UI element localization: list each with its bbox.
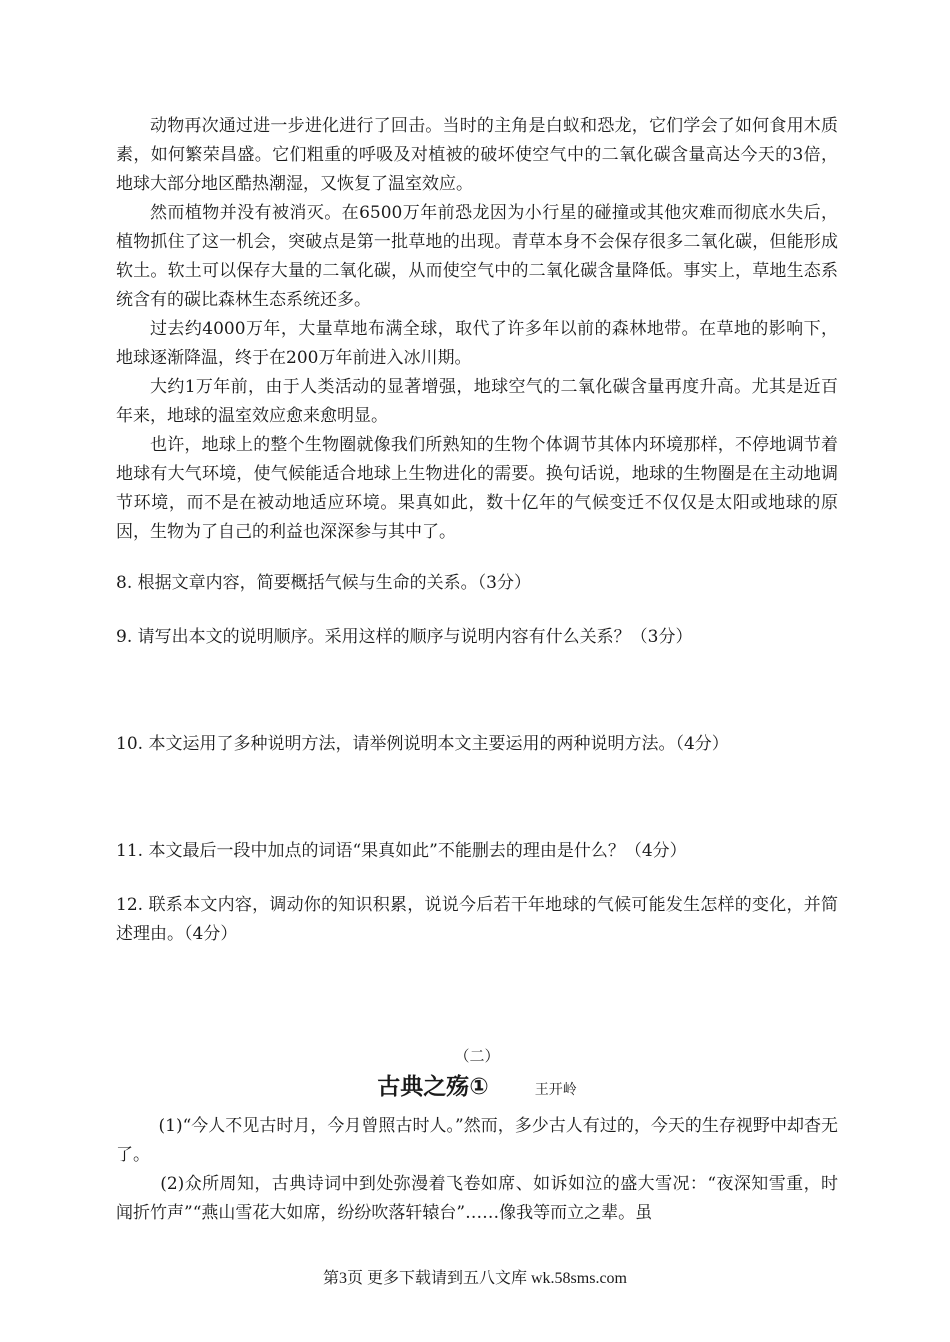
- article-heading: [116, 1069, 838, 1108]
- question-10: 10. 本文运用了多种说明方法，请举例说明本文主要运用的两种说明方法。（4分）: [116, 734, 729, 754]
- question-9: 9. 请写出本文的说明顺序。采用这样的顺序与说明内容有什么关系？（3分）: [116, 627, 693, 647]
- question-8: 8. 根据文章内容，简要概括气候与生命的关系。（3分）: [116, 573, 531, 593]
- article-1: [116, 112, 838, 547]
- article1-paragraph-3: 过去约4000万年，大量草地布满全球，取代了许多年以前的森林地带。在草地的影响下，地球逐渐降温，终于在200万年前进入冰川期。: [116, 319, 838, 368]
- question-11: 11. 本文最后一段中加点的词语“果真如此”不能删去的理由是什么？（4分）: [116, 841, 687, 861]
- article1-paragraph-5: 也许，地球上的整个生物圈就像我们所熟知的生物个体调节其体内环境那样，不停地调节着地球有大气环境，使气候能适合地球上生物进化的需要。换句话说，地球的生物圈是在主动地调节环境，而不是在被动地适应环境。果真如此，数十亿年的气候变迁不仅仅是太阳或地球的原因，生物为了自己的利益也深深参与其中了。: [116, 435, 838, 542]
- section-number: （二）: [454, 1047, 500, 1065]
- article-author: 王开岭: [534, 1082, 577, 1098]
- page-content: [116, 112, 838, 1228]
- article1-paragraph-4: 大约1万年前，由于人类活动的显著增强，地球空气的二氧化碳含量再度升高。尤其是近百年来，地球的温室效应愈来愈明显。: [116, 377, 838, 426]
- article-2: [116, 1045, 838, 1228]
- article1-paragraph-2: 然而植物并没有被消灭。在6500万年前恐龙因为小行星的碰撞或其他灾难而彻底水失后，植物抓住了这一机会，突破点是第一批草地的出现。青草本身不会保存很多二氧化碳，但能形成软土。软土可以保存大量的二氧化碳，从而使空气中的二氧化碳含量降低。事实上，草地生态系统含有的碳比森林生态系统还多。: [116, 203, 838, 310]
- question-12: 12. 联系本文内容，调动你的知识积累，说说今后若干年地球的气候可能发生怎样的变化，并简述理由。（4分）: [116, 895, 838, 944]
- page-footer: 第3页 更多下载请到五八文库 wk.58sms.com: [322, 1270, 627, 1287]
- article1-paragraph-1: 动物再次通过进一步进化进行了回击。当时的主角是白蚁和恐龙，它们学会了如何食用木质素，如何繁荣昌盛。它们粗重的呼吸及对植被的破坏使空气中的二氧化碳含量高达今天的3倍，地球大部分地区酷热潮湿，又恢复了温室效应。: [116, 116, 838, 194]
- article-title: 古典之殇①: [377, 1074, 489, 1100]
- article2-paragraph-1: (1)“今人不见古时月，今月曾照古时人。”然而，多少古人有过的，今天的生存视野中却杳无了。: [116, 1116, 838, 1165]
- article2-paragraph-2: (2)众所周知，古典诗词中到处弥漫着飞卷如席、如诉如泣的盛大雪况：“夜深知雪重，时闻折竹声”“燕山雪花大如席，纷纷吹落轩辕台”……像我等而立之辈。虽: [116, 1174, 838, 1223]
- question-list: [116, 569, 838, 949]
